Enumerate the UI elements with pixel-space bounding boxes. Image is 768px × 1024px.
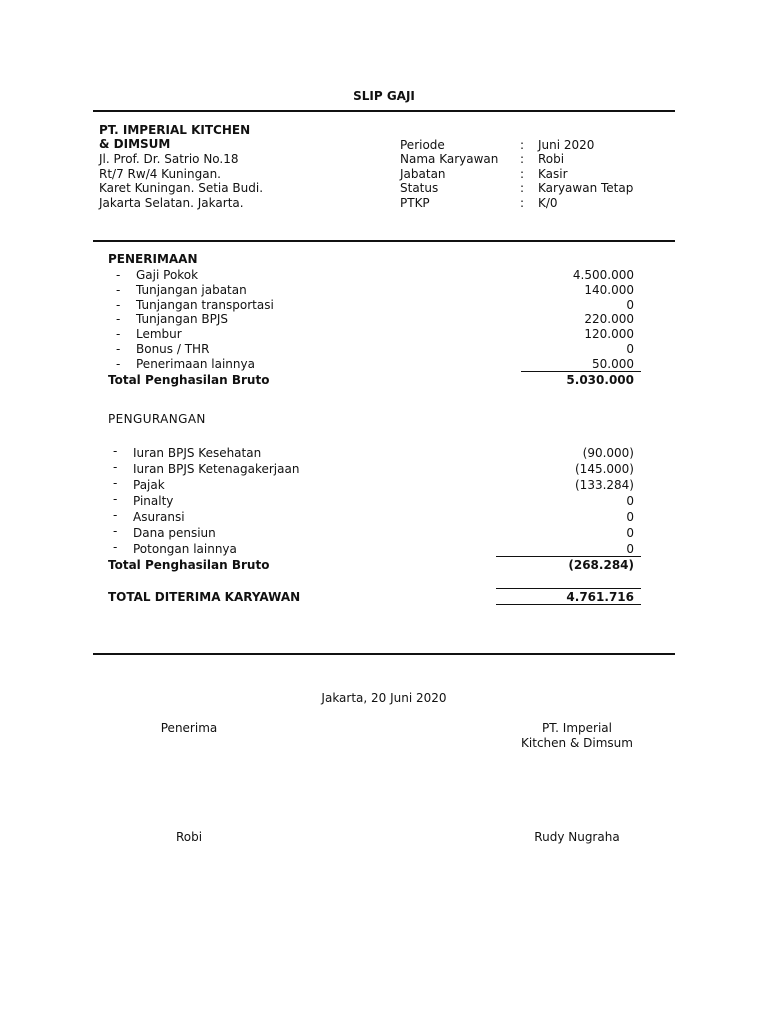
deduction-amount: (90.000) [582,446,634,460]
company-name-line2: & DIMSUM [99,137,171,151]
earning-amount: 120.000 [584,327,634,341]
info-separator: : [520,138,525,152]
company-signature-label-line1: PT. Imperial [542,721,612,735]
list-dash: - [116,268,121,282]
subtotal-underline [496,556,641,557]
deduction-amount: 0 [626,542,634,556]
earning-label: Tunjangan jabatan [136,283,247,297]
list-dash: - [113,540,118,554]
signer-name: Rudy Nugraha [534,830,620,844]
deduction-amount: 0 [626,494,634,508]
deduction-label: Potongan lainnya [133,542,237,556]
deduction-amount: 0 [626,526,634,540]
deduction-amount: (133.284) [575,478,634,492]
earning-amount: 0 [626,342,634,356]
list-dash: - [116,298,121,312]
subtotal-underline [521,371,641,372]
earnings-total-label: Total Penghasilan Bruto [108,373,270,387]
list-dash: - [116,357,121,371]
company-name-line1: PT. IMPERIAL KITCHEN [99,123,251,137]
info-separator: : [520,167,525,181]
divider-bottom [93,653,675,655]
earning-amount: 4.500.000 [572,268,634,282]
earning-amount: 0 [626,298,634,312]
deduction-amount: (145.000) [575,462,634,476]
list-dash: - [113,524,118,538]
deduction-amount: 0 [626,510,634,524]
list-dash: - [113,476,118,490]
list-dash: - [116,342,121,356]
receiver-name: Robi [175,830,203,844]
earning-amount: 220.000 [584,312,634,326]
company-address-line: Karet Kuningan. Setia Budi. [99,181,264,195]
net-total-amount: 4.761.716 [566,590,634,604]
deduction-label: Iuran BPJS Kesehatan [133,446,262,460]
earnings-heading: PENERIMAAN [108,252,198,266]
net-top-line [496,588,641,589]
net-bottom-line [496,604,641,605]
info-label-jabatan: Jabatan [400,167,446,181]
info-separator: : [520,196,525,210]
info-value-nama: Robi [538,152,565,166]
info-value-ptkp: K/0 [538,196,558,210]
company-address-line: Jl. Prof. Dr. Satrio No.18 [99,152,239,166]
info-label-ptkp: PTKP [400,196,430,210]
company-signature-label-line2: Kitchen & Dimsum [521,736,633,750]
divider-info [93,240,675,242]
info-separator: : [520,181,525,195]
earning-label: Penerimaan lainnya [136,357,255,371]
receiver-label: Penerima [160,721,218,735]
earning-label: Tunjangan BPJS [136,312,229,326]
list-dash: - [113,492,118,506]
info-label-nama: Nama Karyawan [400,152,499,166]
deduction-label: Iuran BPJS Ketenagakerjaan [133,462,300,476]
earning-label: Gaji Pokok [136,268,199,282]
info-value-jabatan: Kasir [538,167,568,181]
earning-label: Tunjangan transportasi [136,298,274,312]
net-total-label: TOTAL DITERIMA KARYAWAN [108,590,301,604]
info-value-status: Karyawan Tetap [538,181,634,195]
earning-amount: 140.000 [584,283,634,297]
list-dash: - [113,460,118,474]
list-dash: - [113,444,118,458]
earning-label: Lembur [136,327,182,341]
page-title: SLIP GAJI [353,89,415,103]
deductions-total-label: Total Penghasilan Bruto [108,558,270,572]
deductions-total-amount: (268.284) [568,558,634,572]
deduction-label: Pinalty [133,494,174,508]
info-label-periode: Periode [400,138,445,152]
earnings-total-amount: 5.030.000 [566,373,634,387]
earning-label: Bonus / THR [136,342,210,356]
list-dash: - [113,508,118,522]
list-dash: - [116,327,121,341]
deduction-label: Asuransi [133,510,185,524]
company-address-line: Jakarta Selatan. Jakarta. [99,196,244,210]
deductions-heading: PENGURANGAN [108,412,206,426]
info-value-periode: Juni 2020 [538,138,595,152]
list-dash: - [116,283,121,297]
company-address-line: Rt/7 Rw/4 Kuningan. [99,167,221,181]
deduction-label: Pajak [133,478,165,492]
earning-amount: 50.000 [592,357,634,371]
divider-top [93,110,675,112]
deduction-label: Dana pensiun [133,526,216,540]
info-label-status: Status [400,181,439,195]
place-date: Jakarta, 20 Juni 2020 [321,691,447,705]
info-separator: : [520,152,525,166]
list-dash: - [116,312,121,326]
